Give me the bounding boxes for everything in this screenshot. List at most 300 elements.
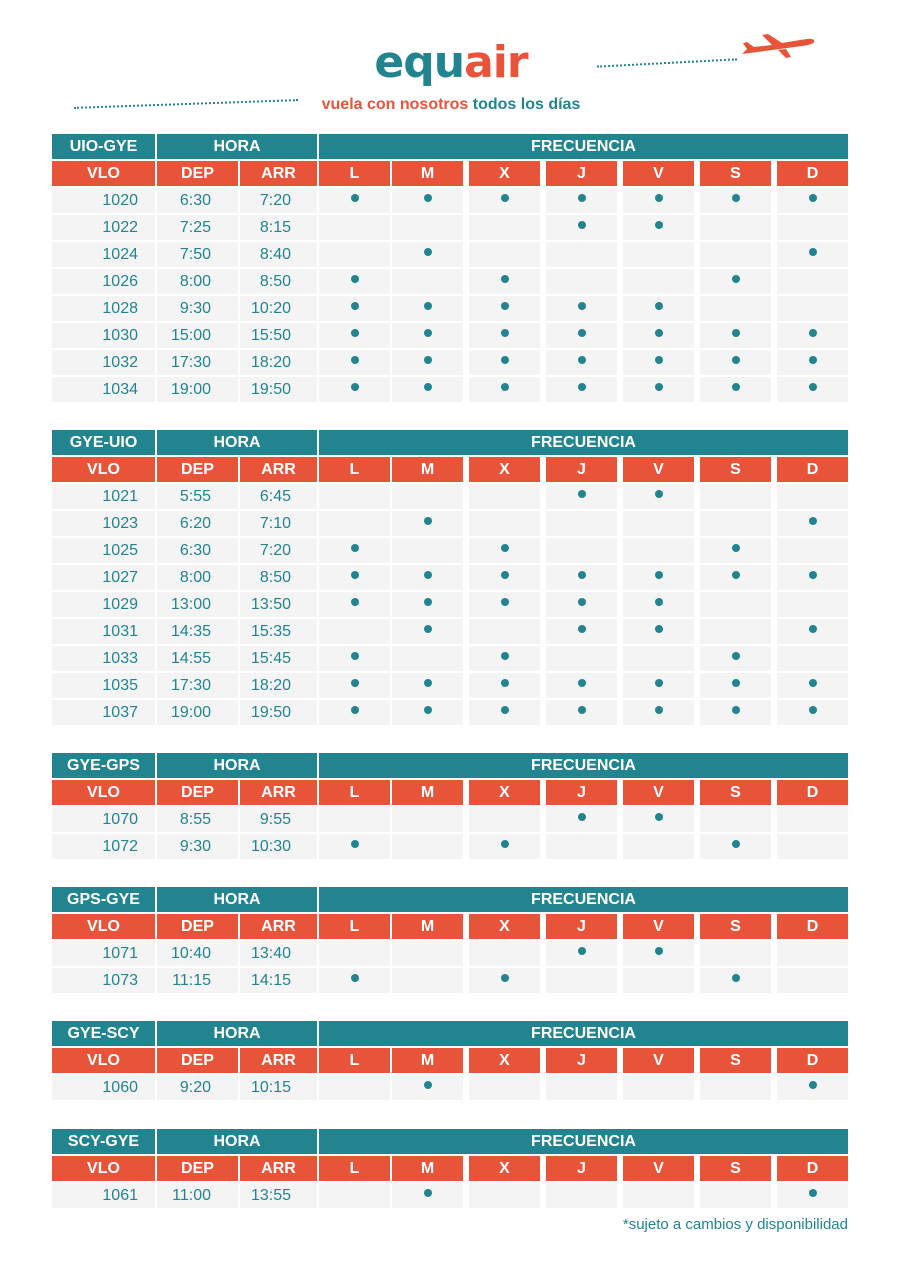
flight-number: 1020 (52, 188, 155, 213)
day-header: X (469, 457, 540, 482)
dep-header: DEP (157, 161, 238, 186)
operates-dot-icon (809, 679, 817, 687)
day-header: L (319, 1156, 390, 1181)
day-cell (319, 296, 390, 321)
column-header-row (52, 457, 848, 484)
operates-dot-icon (655, 329, 663, 337)
day-cell (319, 646, 390, 671)
arrival-time: 18:20 (240, 673, 317, 698)
flight-row (52, 592, 848, 619)
operates-dot-icon (351, 840, 359, 848)
day-cell (546, 941, 617, 966)
day-cell (469, 215, 540, 240)
day-cell (777, 511, 848, 536)
flight-row (52, 215, 848, 242)
departure-time: 9:30 (157, 834, 238, 859)
day-cell (546, 296, 617, 321)
departure-time: 6:30 (157, 538, 238, 563)
day-cell (319, 242, 390, 267)
arrival-time: 8:50 (240, 269, 317, 294)
day-header: J (546, 161, 617, 186)
day-cell (319, 834, 390, 859)
arrival-time: 19:50 (240, 700, 317, 725)
day-cell (700, 673, 771, 698)
operates-dot-icon (424, 329, 432, 337)
day-header: J (546, 1156, 617, 1181)
column-header-row (52, 1156, 848, 1183)
operates-dot-icon (501, 679, 509, 687)
departure-time: 15:00 (157, 323, 238, 348)
day-cell (777, 296, 848, 321)
schedule-table (52, 887, 848, 995)
day-cell (700, 807, 771, 832)
day-cell (469, 538, 540, 563)
day-cell (319, 377, 390, 402)
day-cell (469, 807, 540, 832)
operates-dot-icon (501, 598, 509, 606)
operates-dot-icon (501, 652, 509, 660)
arrival-time: 10:20 (240, 296, 317, 321)
day-cell (392, 215, 463, 240)
arrival-time: 8:15 (240, 215, 317, 240)
frecuencia-header: FRECUENCIA (319, 753, 848, 778)
day-header: M (392, 457, 463, 482)
day-cell (469, 968, 540, 993)
day-cell (546, 242, 617, 267)
flight-row (52, 269, 848, 296)
flight-number: 1032 (52, 350, 155, 375)
table-header-row (52, 430, 848, 457)
day-header: M (392, 780, 463, 805)
departure-time: 19:00 (157, 700, 238, 725)
day-cell (546, 1183, 617, 1208)
operates-dot-icon (732, 356, 740, 364)
operates-dot-icon (809, 329, 817, 337)
departure-time: 11:00 (157, 1183, 238, 1208)
arr-header: ARR (240, 780, 317, 805)
day-cell (392, 377, 463, 402)
day-cell (777, 968, 848, 993)
departure-time: 14:35 (157, 619, 238, 644)
day-cell (777, 834, 848, 859)
day-cell (700, 619, 771, 644)
flight-number: 1030 (52, 323, 155, 348)
day-cell (469, 700, 540, 725)
day-cell (319, 188, 390, 213)
day-cell (319, 673, 390, 698)
arrival-time: 8:40 (240, 242, 317, 267)
operates-dot-icon (732, 275, 740, 283)
day-header: X (469, 1048, 540, 1073)
operates-dot-icon (578, 706, 586, 714)
route-label: GYE-GPS (52, 753, 155, 778)
flight-number: 1071 (52, 941, 155, 966)
day-header: S (700, 914, 771, 939)
day-cell (392, 619, 463, 644)
arrival-time: 9:55 (240, 807, 317, 832)
day-cell (777, 538, 848, 563)
departure-time: 7:25 (157, 215, 238, 240)
operates-dot-icon (501, 974, 509, 982)
flight-row (52, 619, 848, 646)
operates-dot-icon (424, 598, 432, 606)
day-cell (546, 377, 617, 402)
departure-time: 10:40 (157, 941, 238, 966)
day-cell (319, 269, 390, 294)
day-cell (623, 296, 694, 321)
departure-time: 9:30 (157, 296, 238, 321)
operates-dot-icon (351, 383, 359, 391)
day-cell (777, 1075, 848, 1100)
day-cell (319, 807, 390, 832)
day-header: J (546, 914, 617, 939)
day-cell (700, 269, 771, 294)
flight-number: 1024 (52, 242, 155, 267)
flight-number: 1061 (52, 1183, 155, 1208)
day-cell (700, 188, 771, 213)
day-header: J (546, 780, 617, 805)
day-cell (546, 538, 617, 563)
day-cell (546, 834, 617, 859)
hora-header: HORA (157, 1021, 317, 1046)
vlo-header: VLO (52, 457, 155, 482)
day-cell (319, 484, 390, 509)
flight-number: 1023 (52, 511, 155, 536)
day-header: L (319, 161, 390, 186)
day-cell (469, 242, 540, 267)
day-cell (623, 807, 694, 832)
operates-dot-icon (578, 221, 586, 229)
day-cell (623, 350, 694, 375)
day-cell (623, 1183, 694, 1208)
day-cell (392, 269, 463, 294)
day-cell (469, 511, 540, 536)
flight-row (52, 968, 848, 995)
day-header: V (623, 1048, 694, 1073)
day-header: S (700, 457, 771, 482)
day-header: L (319, 780, 390, 805)
day-cell (469, 941, 540, 966)
day-cell (700, 834, 771, 859)
day-cell (392, 565, 463, 590)
arrival-time: 6:45 (240, 484, 317, 509)
day-cell (392, 323, 463, 348)
day-header: V (623, 914, 694, 939)
operates-dot-icon (351, 974, 359, 982)
flight-row (52, 323, 848, 350)
dep-header: DEP (157, 780, 238, 805)
day-header: M (392, 1156, 463, 1181)
operates-dot-icon (424, 194, 432, 202)
day-cell (392, 1075, 463, 1100)
column-header-row (52, 1048, 848, 1075)
route-label: GYE-UIO (52, 430, 155, 455)
operates-dot-icon (655, 490, 663, 498)
operates-dot-icon (655, 598, 663, 606)
day-header: L (319, 1048, 390, 1073)
day-cell (623, 188, 694, 213)
flight-row (52, 941, 848, 968)
day-cell (623, 538, 694, 563)
operates-dot-icon (578, 490, 586, 498)
operates-dot-icon (809, 706, 817, 714)
operates-dot-icon (351, 706, 359, 714)
flight-number: 1035 (52, 673, 155, 698)
day-cell (546, 673, 617, 698)
table-header-row (52, 1129, 848, 1156)
operates-dot-icon (351, 679, 359, 687)
day-header: X (469, 914, 540, 939)
day-cell (392, 968, 463, 993)
day-header: V (623, 457, 694, 482)
day-cell (469, 269, 540, 294)
day-cell (700, 1183, 771, 1208)
operates-dot-icon (351, 598, 359, 606)
day-cell (777, 619, 848, 644)
page-header (0, 0, 902, 130)
operates-dot-icon (351, 652, 359, 660)
operates-dot-icon (424, 706, 432, 714)
arrival-time: 10:30 (240, 834, 317, 859)
route-label: SCY-GYE (52, 1129, 155, 1154)
arrival-time: 14:15 (240, 968, 317, 993)
operates-dot-icon (732, 679, 740, 687)
day-cell (469, 377, 540, 402)
day-cell (392, 807, 463, 832)
operates-dot-icon (424, 1081, 432, 1089)
route-label: GPS-GYE (52, 887, 155, 912)
day-header: L (319, 914, 390, 939)
day-cell (319, 215, 390, 240)
hora-header: HORA (157, 430, 317, 455)
arrival-time: 13:55 (240, 1183, 317, 1208)
day-cell (469, 673, 540, 698)
operates-dot-icon (501, 383, 509, 391)
day-header: X (469, 780, 540, 805)
day-cell (392, 646, 463, 671)
hora-header: HORA (157, 753, 317, 778)
day-cell (319, 1075, 390, 1100)
operates-dot-icon (351, 356, 359, 364)
day-cell (392, 296, 463, 321)
day-cell (319, 592, 390, 617)
day-cell (700, 538, 771, 563)
schedule-table (52, 1021, 848, 1102)
operates-dot-icon (424, 383, 432, 391)
day-cell (319, 538, 390, 563)
operates-dot-icon (424, 302, 432, 310)
dep-header: DEP (157, 914, 238, 939)
day-cell (623, 269, 694, 294)
frecuencia-header: FRECUENCIA (319, 887, 848, 912)
day-header: D (777, 1156, 848, 1181)
day-cell (546, 215, 617, 240)
day-cell (469, 1183, 540, 1208)
day-header: X (469, 1156, 540, 1181)
day-cell (319, 350, 390, 375)
flight-number: 1033 (52, 646, 155, 671)
day-header: V (623, 161, 694, 186)
operates-dot-icon (578, 329, 586, 337)
vlo-header: VLO (52, 161, 155, 186)
operates-dot-icon (578, 383, 586, 391)
day-cell (700, 215, 771, 240)
day-cell (319, 323, 390, 348)
operates-dot-icon (655, 356, 663, 364)
day-header: S (700, 780, 771, 805)
operates-dot-icon (732, 706, 740, 714)
departure-time: 6:20 (157, 511, 238, 536)
operates-dot-icon (501, 275, 509, 283)
table-header-row (52, 1021, 848, 1048)
flight-row (52, 538, 848, 565)
day-cell (777, 215, 848, 240)
day-cell (469, 646, 540, 671)
day-cell (392, 538, 463, 563)
day-cell (546, 619, 617, 644)
flight-row (52, 673, 848, 700)
arrival-time: 7:20 (240, 538, 317, 563)
flight-number: 1022 (52, 215, 155, 240)
schedule-table (52, 134, 848, 404)
operates-dot-icon (655, 947, 663, 955)
day-cell (623, 834, 694, 859)
day-cell (700, 377, 771, 402)
operates-dot-icon (424, 248, 432, 256)
operates-dot-icon (655, 625, 663, 633)
operates-dot-icon (809, 1189, 817, 1197)
day-header: S (700, 1048, 771, 1073)
departure-time: 14:55 (157, 646, 238, 671)
arrival-time: 13:40 (240, 941, 317, 966)
operates-dot-icon (424, 517, 432, 525)
day-cell (546, 323, 617, 348)
operates-dot-icon (501, 571, 509, 579)
column-header-row (52, 161, 848, 188)
day-cell (469, 296, 540, 321)
column-header-row (52, 780, 848, 807)
operates-dot-icon (732, 383, 740, 391)
day-cell (623, 511, 694, 536)
arr-header: ARR (240, 1048, 317, 1073)
arr-header: ARR (240, 457, 317, 482)
vlo-header: VLO (52, 780, 155, 805)
day-cell (777, 323, 848, 348)
departure-time: 8:00 (157, 565, 238, 590)
operates-dot-icon (655, 706, 663, 714)
arrival-time: 18:20 (240, 350, 317, 375)
departure-time: 19:00 (157, 377, 238, 402)
day-cell (700, 484, 771, 509)
operates-dot-icon (501, 302, 509, 310)
brand-logo: equair (374, 37, 528, 88)
dep-header: DEP (157, 1048, 238, 1073)
day-cell (777, 188, 848, 213)
day-cell (777, 941, 848, 966)
day-cell (392, 350, 463, 375)
day-cell (623, 377, 694, 402)
day-cell (623, 1075, 694, 1100)
day-cell (546, 269, 617, 294)
operates-dot-icon (578, 947, 586, 955)
operates-dot-icon (655, 302, 663, 310)
vlo-header: VLO (52, 1048, 155, 1073)
day-cell (546, 350, 617, 375)
day-cell (392, 1183, 463, 1208)
flight-row (52, 296, 848, 323)
arrival-time: 10:15 (240, 1075, 317, 1100)
operates-dot-icon (501, 840, 509, 848)
schedule-table (52, 430, 848, 727)
vlo-header: VLO (52, 1156, 155, 1181)
operates-dot-icon (578, 625, 586, 633)
operates-dot-icon (655, 383, 663, 391)
day-cell (392, 511, 463, 536)
operates-dot-icon (732, 329, 740, 337)
operates-dot-icon (732, 194, 740, 202)
day-cell (623, 700, 694, 725)
day-cell (546, 484, 617, 509)
flight-number: 1027 (52, 565, 155, 590)
day-cell (777, 807, 848, 832)
day-cell (392, 673, 463, 698)
arrival-time: 8:50 (240, 565, 317, 590)
day-cell (700, 700, 771, 725)
day-cell (777, 1183, 848, 1208)
day-cell (623, 484, 694, 509)
day-cell (777, 673, 848, 698)
operates-dot-icon (424, 356, 432, 364)
day-cell (392, 242, 463, 267)
operates-dot-icon (578, 571, 586, 579)
flight-row (52, 834, 848, 861)
schedule-table (52, 1129, 848, 1210)
departure-time: 8:55 (157, 807, 238, 832)
operates-dot-icon (351, 329, 359, 337)
hora-header: HORA (157, 1129, 317, 1154)
day-cell (777, 592, 848, 617)
arr-header: ARR (240, 161, 317, 186)
operates-dot-icon (732, 652, 740, 660)
day-cell (700, 511, 771, 536)
day-header: M (392, 914, 463, 939)
day-cell (700, 592, 771, 617)
day-cell (469, 323, 540, 348)
operates-dot-icon (809, 517, 817, 525)
arrival-time: 7:10 (240, 511, 317, 536)
flight-number: 1072 (52, 834, 155, 859)
day-cell (469, 592, 540, 617)
day-header: D (777, 914, 848, 939)
flight-number: 1031 (52, 619, 155, 644)
departure-time: 17:30 (157, 350, 238, 375)
operates-dot-icon (809, 383, 817, 391)
day-cell (546, 592, 617, 617)
day-cell (700, 242, 771, 267)
flight-number: 1070 (52, 807, 155, 832)
day-cell (777, 565, 848, 590)
day-cell (623, 646, 694, 671)
operates-dot-icon (501, 329, 509, 337)
operates-dot-icon (809, 194, 817, 202)
schedule-table (52, 753, 848, 861)
flight-number: 1025 (52, 538, 155, 563)
arrival-time: 13:50 (240, 592, 317, 617)
operates-dot-icon (655, 571, 663, 579)
dep-header: DEP (157, 1156, 238, 1181)
day-cell (546, 646, 617, 671)
day-cell (546, 188, 617, 213)
